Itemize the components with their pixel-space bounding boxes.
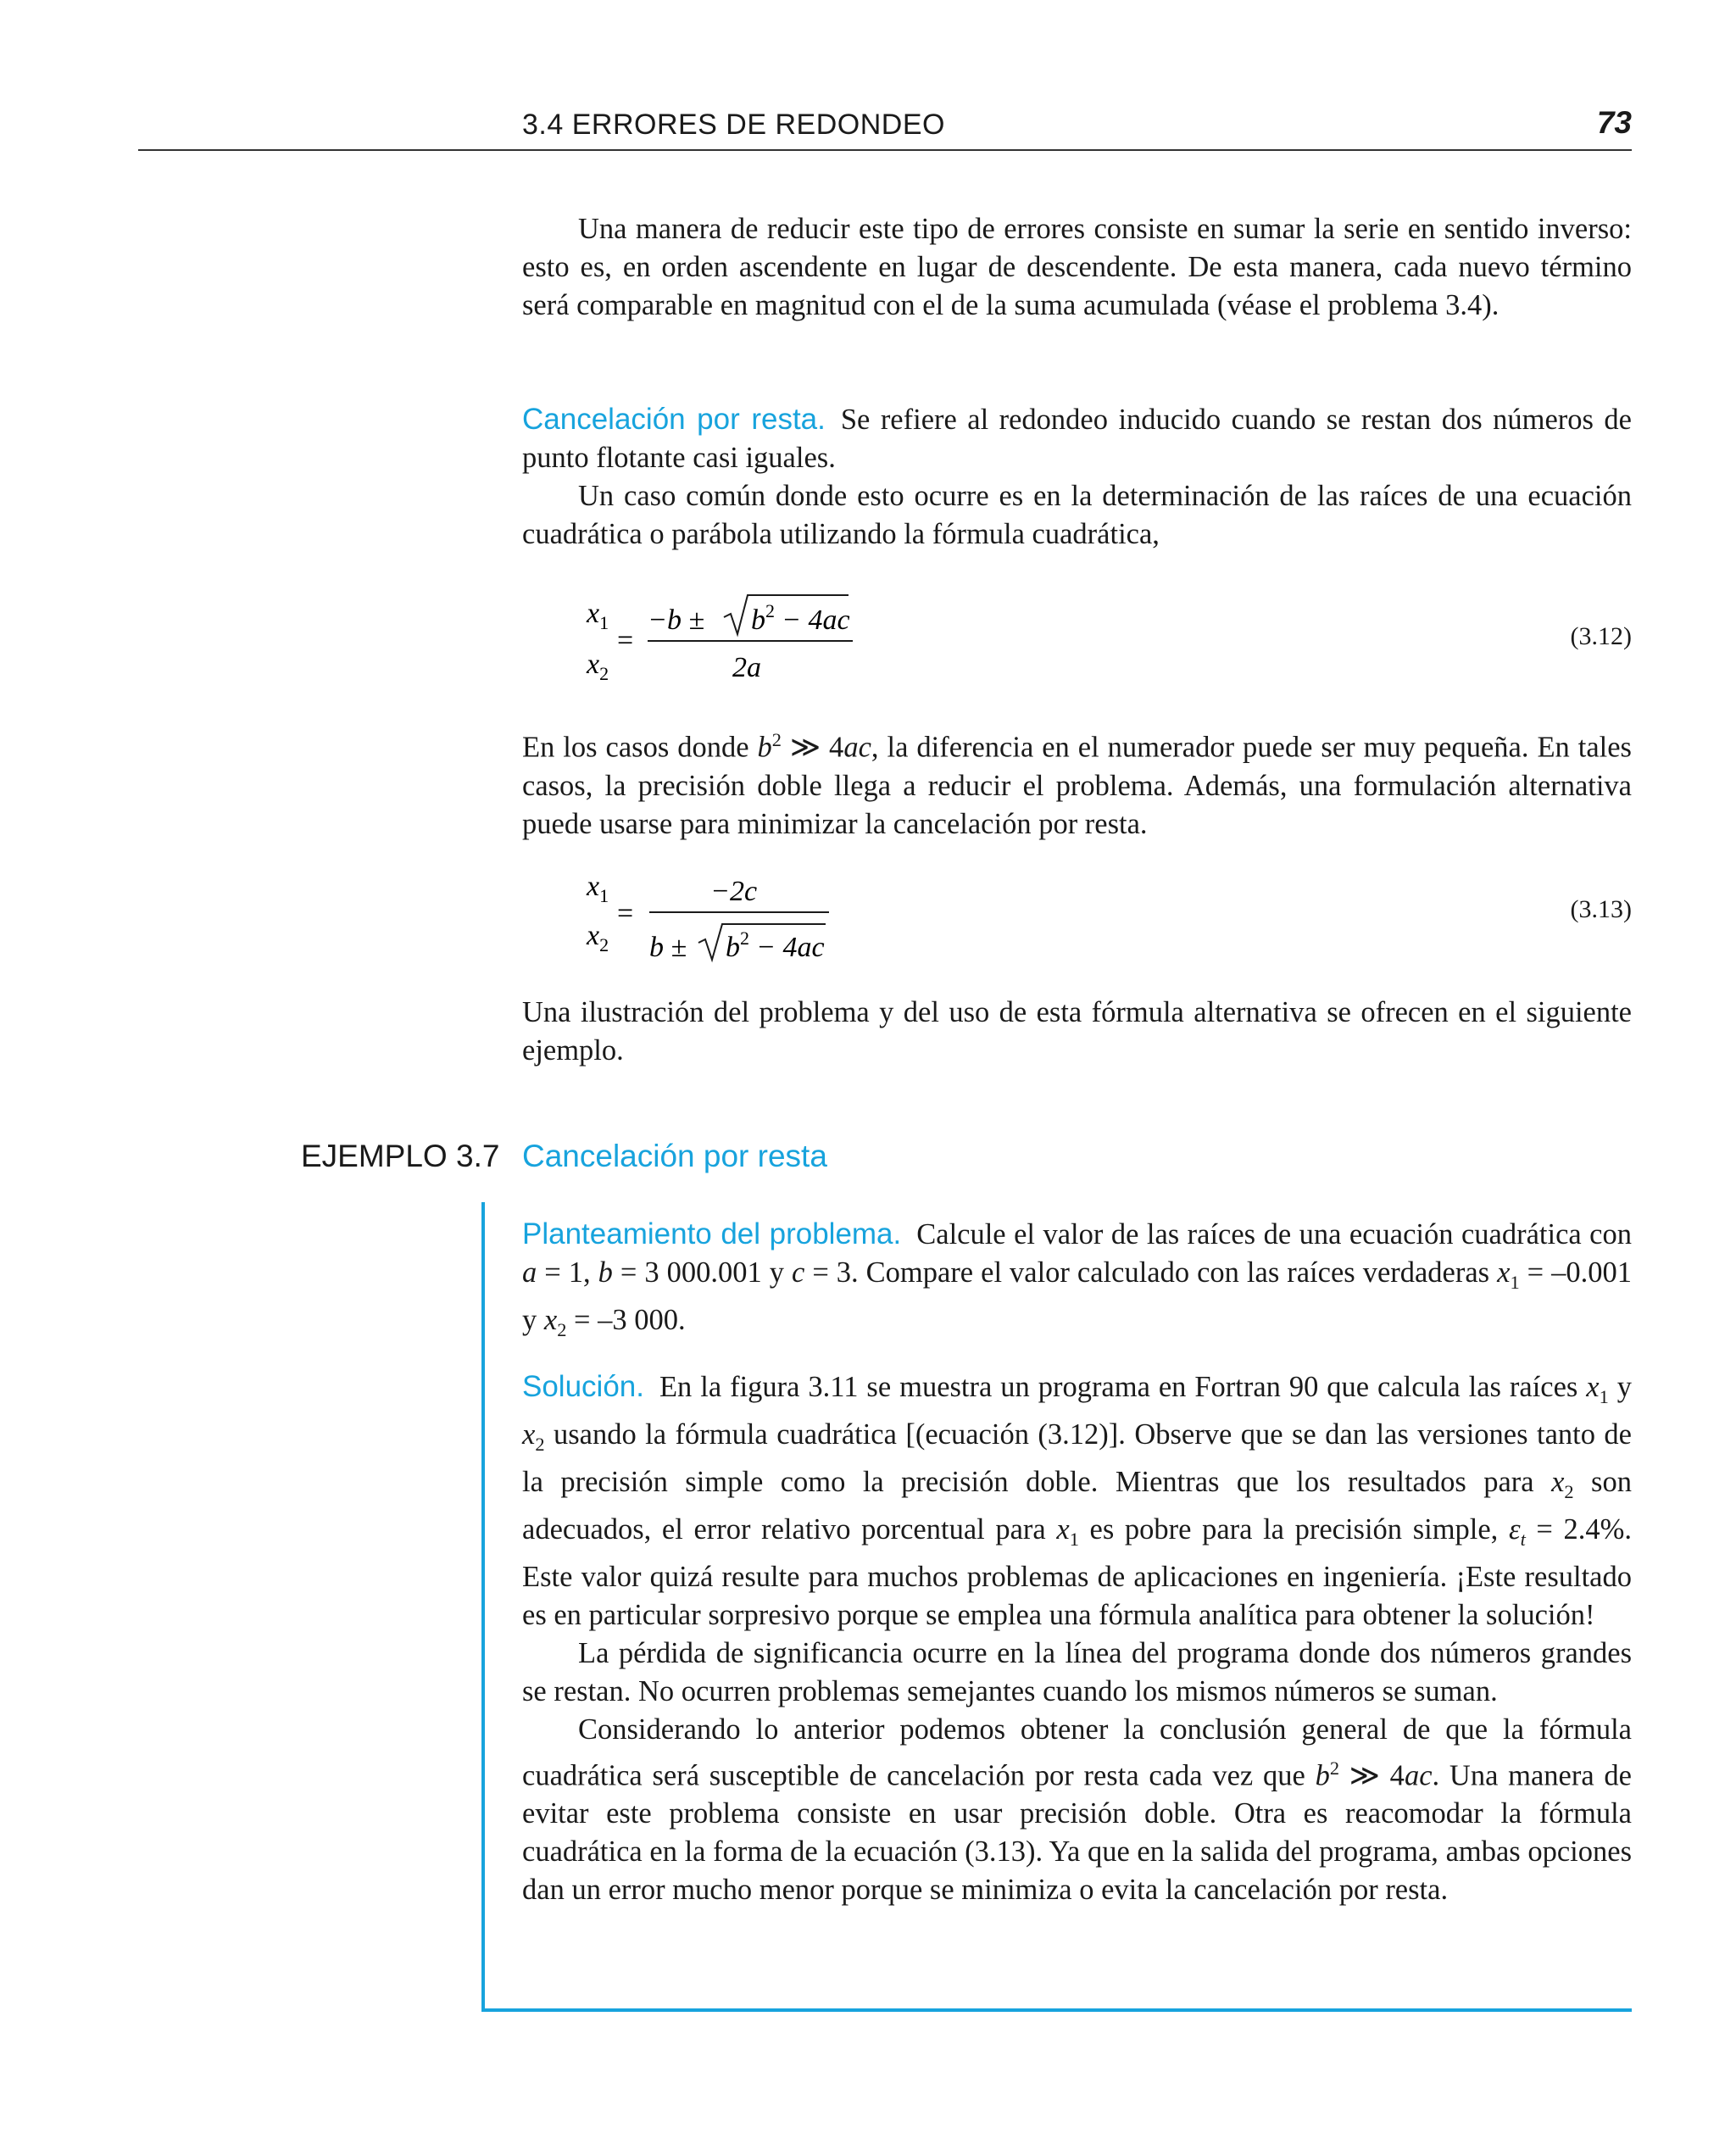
cancelacion-definition: Se refiere al redondeo inducido cuando se restan dos números de punto flotante casi iguales. [522,404,1632,474]
solucion-block [522,1367,1632,1909]
equation-3-13-formula [522,865,1048,975]
solucion-paragraph [522,1367,1632,1635]
var-c: c [791,1256,805,1289]
eq313-radicand-exp: 2 [740,927,749,949]
eq312-x2-sub: 2 [599,663,609,684]
considerando-b-sup: 2 [1329,1757,1340,1779]
eq312-radicand-exp: 2 [765,600,775,621]
svg-text:x2 [586,649,609,684]
cancelacion-definition-paragraph [522,400,1632,477]
header-rule [138,149,1632,151]
eq312-numerator-prefix: −b ± [648,604,705,636]
planteamiento-text-e: = –0.001 y [522,1256,1632,1336]
epsilon-sub: t [1520,1528,1526,1550]
middle-p1-a: En los casos donde [522,731,758,764]
solucion-x2: x [522,1418,536,1451]
solucion-x2-b-sub: 2 [1564,1480,1574,1502]
middle-p1-sup: 2 [771,729,782,750]
eq313-numerator: −2c [710,876,758,907]
eq313-radicand-b: b [726,932,740,963]
var-x2: x [543,1303,558,1336]
svg-text:b2− 4ac [751,600,850,636]
planteamiento-text-a: Calcule el valor de las raíces de una ecuación cuadrática con [916,1218,1632,1250]
example-border-left [481,1202,485,2012]
var-x1-sub: 1 [1510,1271,1520,1293]
eq312-equals: = [617,625,634,656]
eq312-radicand-b: b [751,604,765,636]
planteamiento-text-b: = 1, [537,1256,598,1289]
middle-block [522,721,1632,844]
example-border-bottom [481,2008,1632,2012]
svg-text:x1 [586,598,609,633]
middle-paragraph-1 [522,721,1632,844]
planteamiento-heading: Planteamiento del problema. [522,1217,902,1250]
planteamiento-block [522,1215,1632,1349]
svg-text:x1 [586,871,609,906]
middle-p1-e: , la diferencia en el numerador puede ser muy pequeña. En tales casos, la precisión doble llega a reducir el problema. Además, una formulación alternativa puede usarse para minimizar la cancelación por resta. [522,731,1632,840]
svg-text:b2− 4ac [726,927,825,963]
planteamiento-paragraph [522,1215,1632,1349]
intro-block [522,210,1632,325]
planteamiento-text-d: = 3. Compare el valor calculado con las raíces verdaderas [804,1256,1498,1289]
eq312-denominator: 2a [732,652,761,683]
svg-text:x2 [586,920,609,955]
eq312-x1-sub: 1 [599,612,609,633]
illustration-block [522,994,1632,1070]
considerando-b-var: b [1315,1759,1330,1792]
considerando-a: Considerando lo anterior podemos obtener la conclusión general de que la fórmula cuadrática será susceptible de cancelación por resta cada vez que [522,1713,1632,1792]
equation-3-13 [522,865,1632,975]
considerando-d: . Una manera de evitar este problema consiste en usar precisión doble. Otra es reacomodar la fórmula cuadrática en la forma de la ecuación (3.13). Ya que en la salida del programa, ambas opciones dan un error mucho menor porque se minimiza o evita la cancelación por resta. [522,1759,1632,1907]
eq312-x1: x [587,598,600,629]
solucion-x1-sub: 1 [1599,1385,1609,1407]
eq313-x1: x [587,871,600,902]
epsilon-symbol: ε [1508,1512,1521,1546]
eq312-x2: x [587,649,600,680]
middle-p1-d: ac [843,731,871,764]
planteamiento-text-f: = –3 000. [566,1303,686,1336]
solucion-x1-b: x [1056,1512,1070,1546]
solucion-x1: x [1586,1371,1600,1403]
running-head: 3.4 ERRORES DE REDONDEO [522,109,945,141]
cancelacion-paragraph-2: Un caso común donde esto ocurre es en la determinación de las raíces de una ecuación cuadrática o parábola utilizando la fórmula cuadrática, [522,480,1632,550]
eq312-radicand-rest: − 4ac [782,604,850,636]
middle-p1-c: ≫ 4 [781,731,844,764]
planteamiento-text-c: = 3 000.001 y [612,1256,792,1289]
var-a: a [522,1256,537,1289]
eq313-x2: x [587,920,600,951]
equation-3-13-label: (3.13) [1570,895,1632,923]
solucion-d: son adecuados, el error relativo porcentual para [522,1465,1632,1546]
eq313-x1-sub: 1 [599,885,609,906]
equation-3-12 [522,588,1632,699]
solucion-x2-b: x [1551,1465,1565,1498]
solucion-f: = 2.4%. Este valor quizá resulte para muchos problemas de aplicaciones en ingeniería. ¡Este resultado es en particular sorpresivo porque se emplea una fórmula analítica para obtener la solución! [522,1512,1633,1631]
cancelacion-block [522,400,1632,554]
middle-p1-b: b [757,731,772,764]
solucion-x2-sub: 2 [535,1433,545,1455]
solucion-x1-b-sub: 1 [1069,1528,1079,1550]
solucion-b: y [1608,1371,1633,1403]
var-b: b [598,1256,613,1289]
eq313-radicand-rest: − 4ac [756,932,825,963]
solucion-heading: Solución. [522,1370,644,1403]
example-title: Cancelación por resta [522,1139,827,1173]
equation-3-12-formula [522,588,1048,699]
perdida-paragraph: La pérdida de significancia ocurre en la línea del programa donde dos números grandes se restan. No ocurren problemas semejantes cuando los mismos números se suman. [522,1636,1632,1707]
considerando-b: ≫ 4 [1339,1759,1405,1792]
intro-paragraph: Una manera de reducir este tipo de errores consiste en sumar la serie en sentido inverso: esto es, en orden ascendente en lugar de descendente. De esta manera, cada nuevo término será comparable en magnitud con el de la suma acumulada (véase el problema 3.4). [522,213,1632,321]
solucion-c: usando la fórmula cuadrática [(ecuación (3.12)]. Observe que se dan las versiones tanto de la precisión simple como la precisión doble. Mientras que los resultados para [522,1418,1632,1498]
cancelacion-heading: Cancelación por resta. [522,403,826,436]
illustration-paragraph: Una ilustración del problema y del uso de esta fórmula alternativa se ofrecen en el siguiente ejemplo. [522,996,1632,1067]
considerando-c: ac [1404,1759,1433,1792]
eq313-x2-sub: 2 [599,934,609,955]
equation-3-12-label: (3.12) [1570,622,1632,650]
considerando-paragraph [522,1711,1632,1910]
var-x2-sub: 2 [557,1318,567,1340]
page-number: 73 [1596,105,1632,140]
eq313-equals: = [617,898,634,929]
example-label: EJEMPLO 3.7 [301,1139,500,1173]
eq313-denominator-prefix: b ± [649,932,687,963]
var-x1: x [1497,1256,1511,1289]
solucion-e: es pobre para la precisión simple, [1078,1512,1509,1546]
solucion-a: En la figura 3.11 se muestra un programa en Fortran 90 que calcula las raíces [659,1371,1587,1403]
